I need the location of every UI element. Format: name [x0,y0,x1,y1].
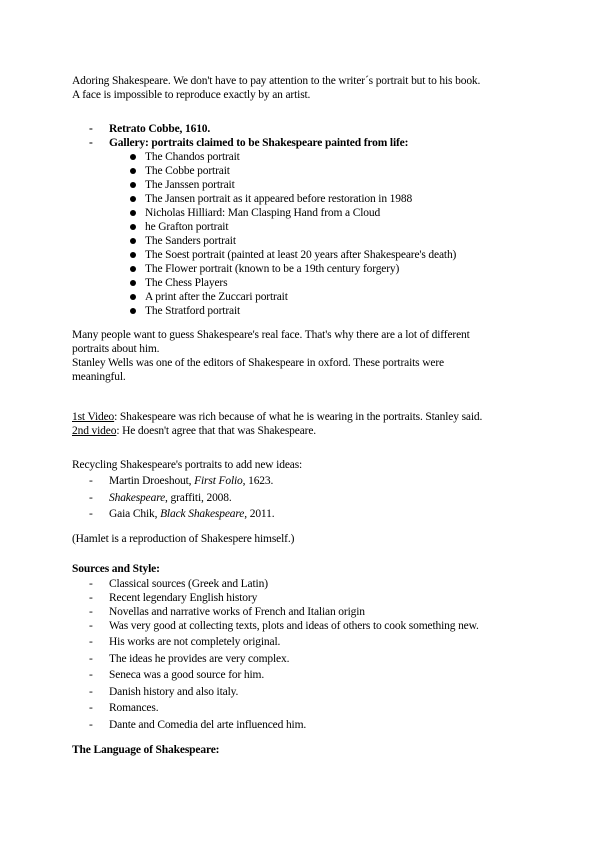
list-item: - Martin Droeshout, First Folio, 1623. [72,474,542,488]
list-item: - Novellas and narrative works of French and Italian origin [72,605,542,619]
language-heading: The Language of Shakespeare: [72,744,220,756]
guess-line-1: Many people want to guess Shakespeare's real face. That's why there are a lot of different [72,329,470,341]
list-item: The Chess Players [72,276,542,290]
video-1-label: 1st Video [72,411,115,423]
list-item: - Recent legendary English history [72,591,542,605]
portraits-list [72,150,542,318]
intro-line-1: Adoring Shakespeare. We don't have to pay attention to the writer´s portrait but to his book. [72,75,481,87]
list-item: - Shakespeare, graffiti, 2008. [72,491,542,505]
list-item: The Sanders portrait [72,234,542,248]
list-item: Nicholas Hilliard: Man Clasping Hand from a Cloud [72,206,542,220]
intro-paragraph [72,74,542,102]
list-item: - Was very good at collecting texts, plots and ideas of others to cook something new. [72,619,542,633]
list-item: - His works are not completely original. [72,635,542,649]
video-1-text: : Shakespeare was rich because of what he is wearing in the portraits. Stanley said. [114,411,483,423]
list-item: - Seneca was a good source for him. [72,668,542,682]
list-item: The Janssen portrait [72,178,542,192]
guess-line-3: Stanley Wells was one of the editors of Shakespeare in oxford. These portraits were [72,357,444,369]
list-item: he Grafton portrait [72,220,542,234]
gallery-heading: - Gallery: portraits claimed to be Shakespeare painted from life: [72,136,542,150]
recycling-list [72,474,542,524]
list-item: - Danish history and also italy. [72,685,542,699]
heading-list [72,122,542,150]
list-item: A print after the Zuccari portrait [72,290,542,304]
guess-paragraph [72,328,542,384]
list-item: - The ideas he provides are very complex. [72,652,542,666]
list-item: The Stratford portrait [72,304,542,318]
guess-line-2: portraits about him. [72,343,160,355]
sources-heading: Sources and Style: [72,563,160,575]
list-item: - Romances. [72,701,542,715]
list-item: The Soest portrait (painted at least 20 years after Shakespeare's death) [72,248,542,262]
list-item: The Cobbe portrait [72,164,542,178]
intro-line-2: A face is impossible to reproduce exactly by an artist. [72,89,311,101]
sources-list [72,577,542,732]
list-item: - Dante and Comedia del arte influenced him. [72,718,542,732]
list-item: The Jansen portrait as it appeared before restoration in 1988 [72,192,542,206]
list-item: The Flower portrait (known to be a 19th century forgery) [72,262,542,276]
list-item: The Chandos portrait [72,150,542,164]
video-2-text: : He doesn't agree that that was Shakespeare. [116,425,317,437]
videos-paragraph [72,410,542,438]
retrato-heading: - Retrato Cobbe, 1610. [72,122,542,136]
video-2-label: 2nd video [72,425,117,437]
recycling-heading: Recycling Shakespeare's portraits to add new ideas: [72,459,303,471]
guess-line-4: meaningful. [72,371,126,383]
list-item: - Classical sources (Greek and Latin) [72,577,542,591]
list-item: - Gaia Chik, Black Shakespeare, 2011. [72,507,542,521]
hamlet-note: (Hamlet is a reproduction of Shakespere himself.) [72,533,295,545]
